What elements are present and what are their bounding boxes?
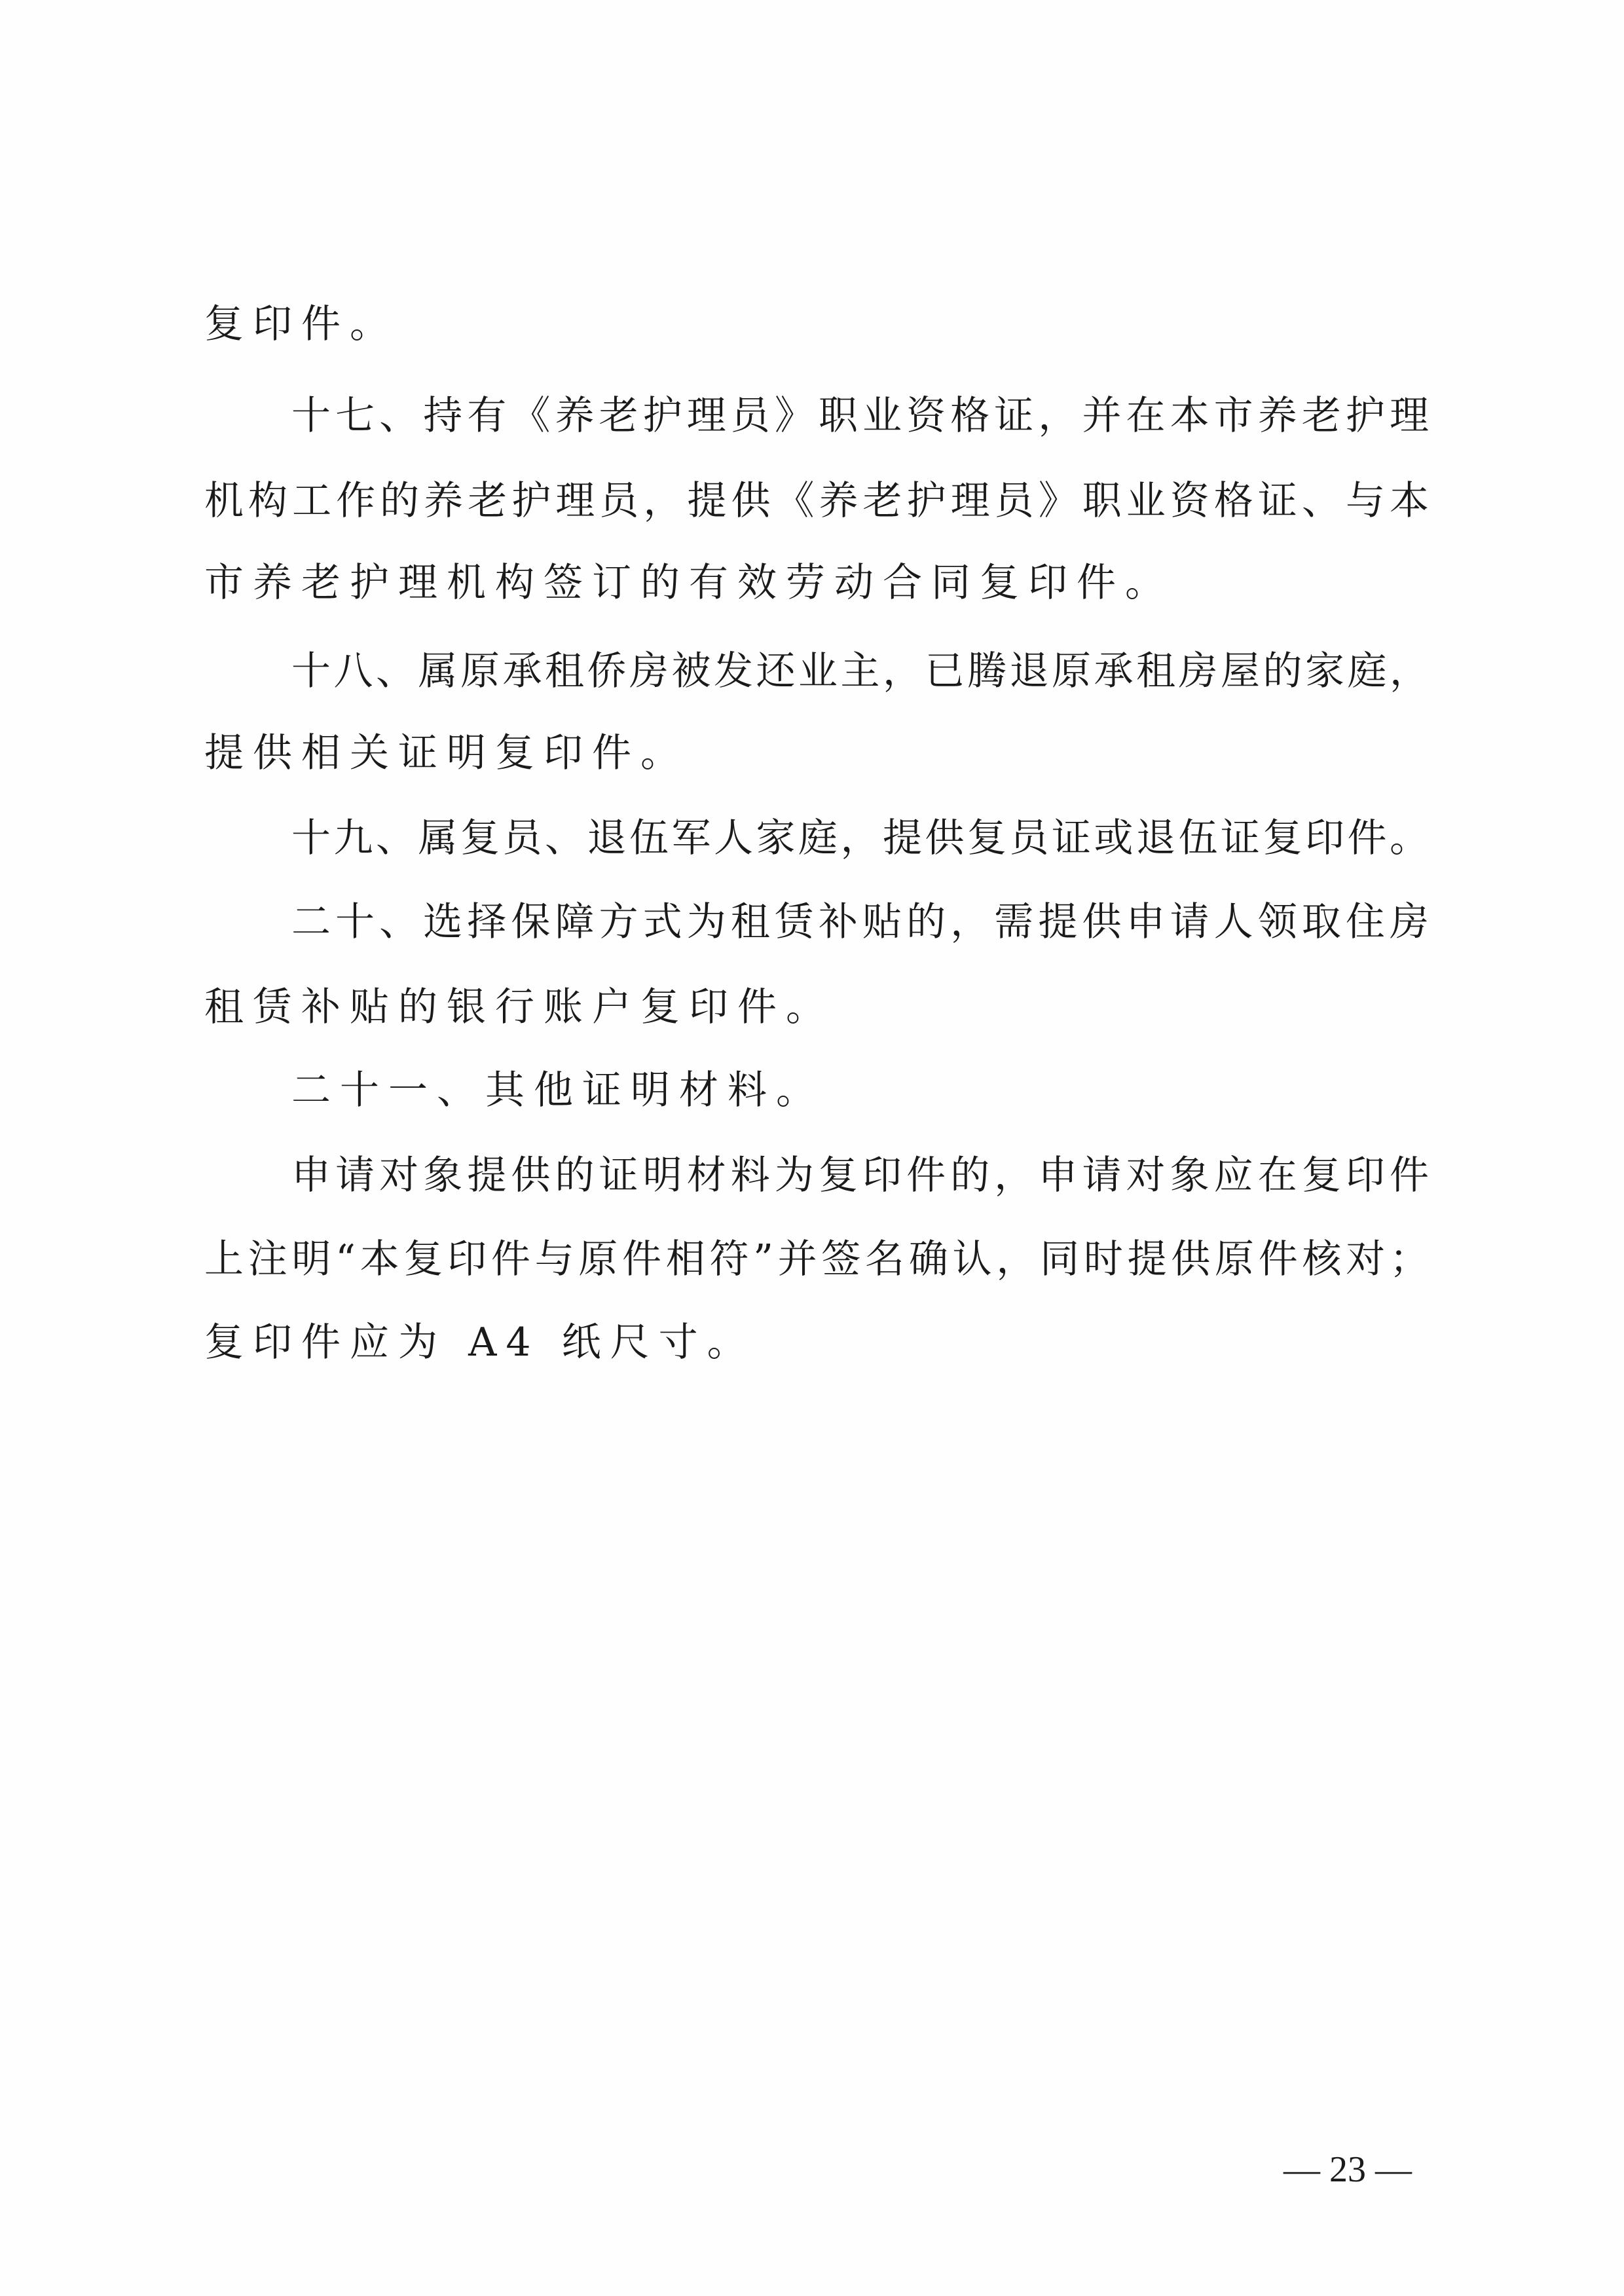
text-line-3: 机构工作的养老护理员，提供《养老护理员》职业资格证、与本: [204, 478, 1429, 524]
text-line-1: 复印件。: [204, 301, 398, 347]
text-line-8: 二十、选择保障方式为租赁补贴的，需提供申请人领取住房: [291, 899, 1429, 945]
text-line-7: 十九、属复员、退伍军人家庭，提供复员证或退伍证复印件。: [291, 815, 1429, 861]
text-line-5: 十八、属原承租侨房被发还业主，已腾退原承租房屋的家庭，: [291, 648, 1429, 694]
text-line-4: 市养老护理机构签订的有效劳动合同复印件。: [204, 560, 1173, 606]
text-line-11: 申请对象提供的证明材料为复印件的，申请对象应在复印件: [291, 1153, 1429, 1198]
text-line-12: 上注明“本复印件与原件相符”并签名确认，同时提供原件核对；: [204, 1236, 1429, 1282]
page-number: — 23 —: [1283, 2149, 1412, 2190]
text-line-2: 十七、持有《养老护理员》职业资格证，并在本市养老护理: [291, 393, 1429, 439]
text-line-6: 提供相关证明复印件。: [204, 730, 689, 776]
text-line-9: 租赁补贴的银行账户复印件。: [204, 984, 834, 1030]
text-line-10: 二十一、其他证明材料。: [291, 1067, 824, 1113]
text-line-13: 复印件应为 A4 纸尺寸。: [204, 1320, 756, 1365]
